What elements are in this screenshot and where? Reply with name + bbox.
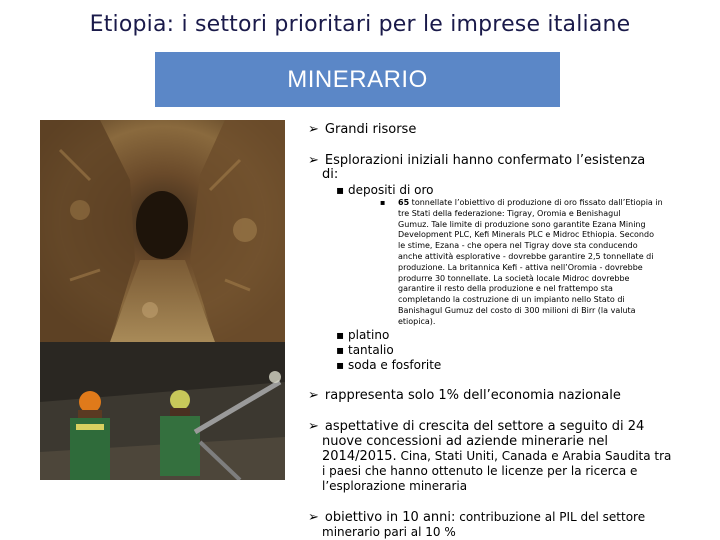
bullet-esplorazioni-line2: di: — [322, 167, 339, 182]
arrow-bullet-icon: ➢ — [308, 153, 319, 168]
tunnel-photo — [40, 120, 285, 342]
bullet-grandi-risorse: ➢ Grandi risorse — [308, 122, 417, 137]
bullet-esplorazioni: ➢ Esplorazioni iniziali hanno confermato l’esistenza — [308, 153, 646, 168]
oro-detail-line: etiopica). — [398, 316, 436, 326]
sub-bullet-platino: ▪ platino — [336, 328, 390, 342]
arrow-bullet-icon: ➢ — [308, 122, 319, 137]
arrow-bullet-icon: ➢ — [308, 510, 319, 525]
oro-detail-line: garantire il resto della produzione e nel frattempo sta — [398, 284, 613, 294]
arrow-bullet-icon: ➢ — [308, 419, 319, 434]
oro-detail-line: produzione. La britannica Kefi - attiva nell’Oromia - dovrebbe — [398, 262, 643, 272]
oro-detail-line: Banishagul Gumuz del costo di 300 milioni di Birr (la valuta — [398, 305, 636, 315]
bullet-obiettivo: ➢ obiettivo in 10 anni: contribuzione al PIL del settore minerario pari al 10 % — [308, 510, 646, 539]
oro-detail-line: tre Stati della federazione: Tigray, Oromia e Benishagul — [398, 208, 621, 218]
miners-photo — [40, 342, 285, 480]
oro-detail-line: produrre 30 tonnellate. La società locale Midroc dovrebbe — [398, 273, 630, 283]
bullet-aspettative: ➢ aspettative di crescita del settore a seguito di 24 nuove concessioni ad aziende minerarie nel 2014/2015. Cina, Stati Uniti, Canada e Arabia Saudita tra i paesi che hanno ottenuto le licenze per la ricerca e l’esplorazione mineraria — [308, 419, 672, 493]
sub-bullet-tantalio: ▪ tantalio — [336, 343, 394, 357]
oro-detail-line: Gumuz. Tale limite di produzione sono garantite Ezana Mining — [398, 219, 646, 229]
section-banner: MINERARIO — [155, 52, 560, 107]
sub-bullet-oro: ▪ depositi di oro — [336, 183, 434, 197]
oro-detail-paragraph — [398, 198, 708, 328]
square-bullet-icon: ▪ — [336, 358, 345, 372]
square-bullet-icon: ▪ — [336, 183, 345, 197]
oro-detail-line: Development PLC, Kefi Minerals PLC e Midroc Ethiopia. Secondo — [398, 230, 654, 240]
oro-detail-line: anche attività esplorative - dovrebbe garantire 2,5 tonnellate di — [398, 251, 654, 261]
bullet-economia: ➢ rappresenta solo 1% dell’economia nazionale — [308, 388, 621, 403]
sub-bullet-soda: ▪ soda e fosforite — [336, 358, 442, 372]
square-bullet-icon: ▪ — [336, 328, 345, 342]
square-bullet-icon: ▪ — [336, 343, 345, 357]
oro-detail-bullet-icon: ▪ — [380, 198, 386, 207]
oro-detail-line: 65 tonnellate l’obiettivo di produzione di oro fissato dall’Etiopia in — [398, 198, 663, 207]
page-title: Etiopia: i settori prioritari per le imprese italiane — [89, 12, 631, 37]
oro-detail-line: completando la costruzione di un impianto nello Stato di — [398, 295, 625, 305]
arrow-bullet-icon: ➢ — [308, 388, 319, 403]
oro-detail-line: le stime, Ezana - che opera nel Tigray dove sta conducendo — [398, 241, 638, 251]
